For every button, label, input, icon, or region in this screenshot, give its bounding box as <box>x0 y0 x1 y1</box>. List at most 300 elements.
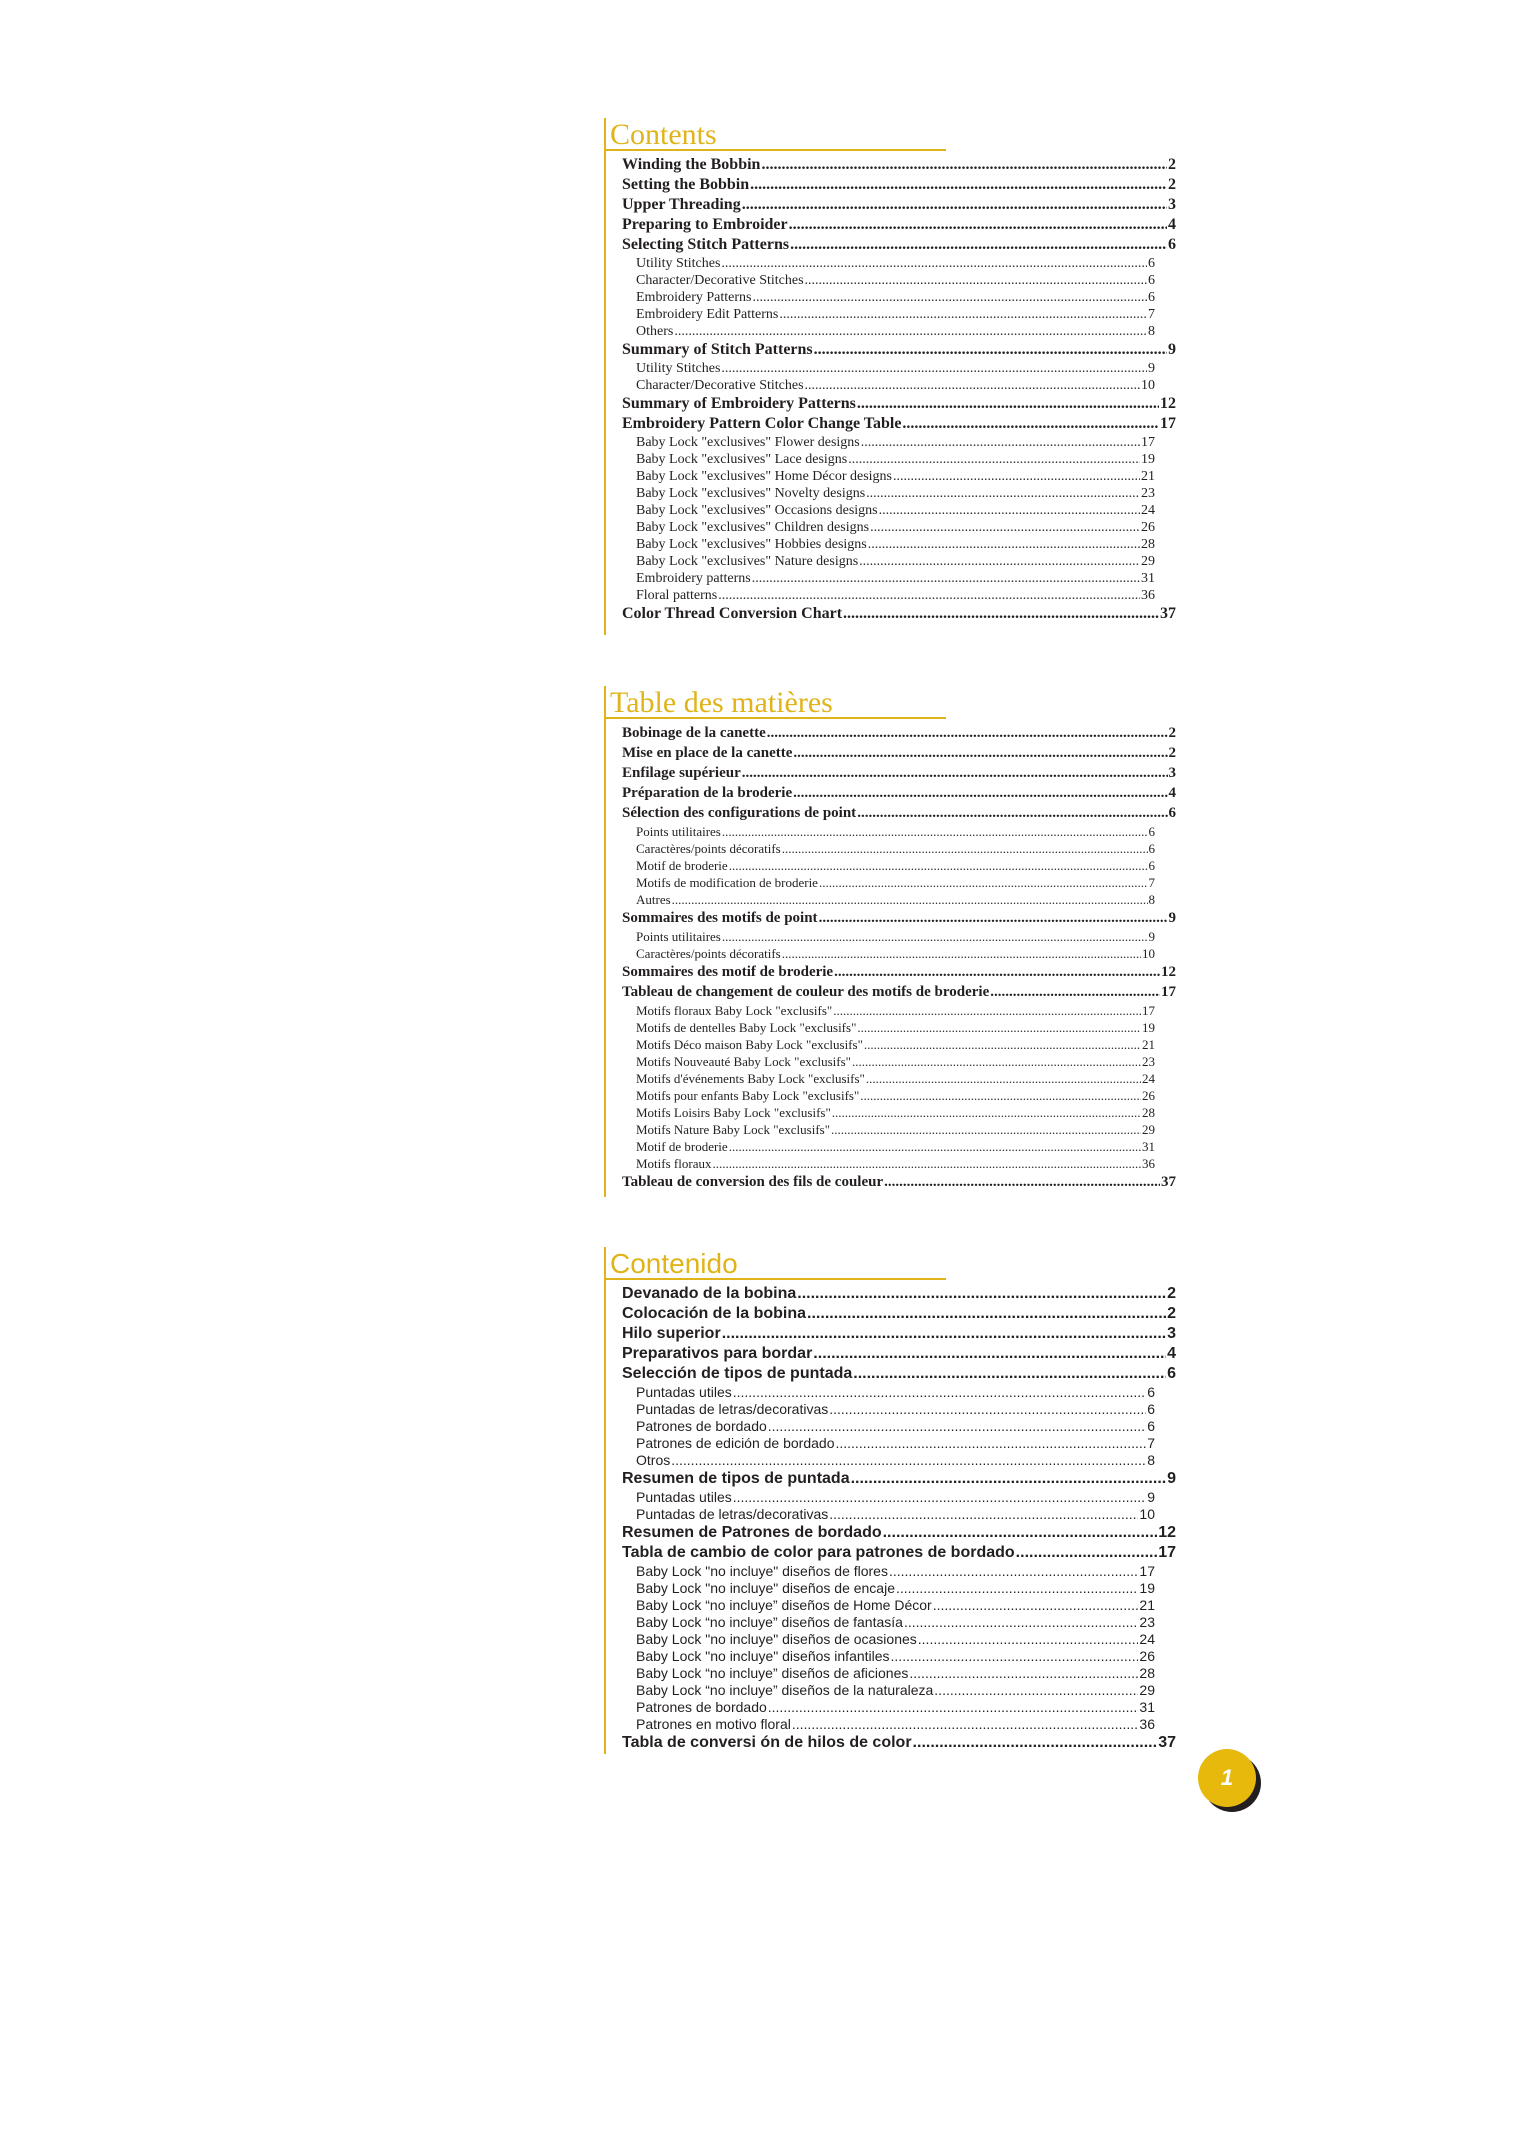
toc-entry <box>622 982 1176 1002</box>
toc-entry-label: Enfilage supérieur <box>622 765 741 781</box>
dot-leader <box>721 255 1147 272</box>
toc-subentry <box>622 1452 1155 1469</box>
toc-entry-label: Baby Lock "no incluye" diseños infantiles <box>636 1648 890 1664</box>
dot-leader <box>789 215 1167 235</box>
toc-subentry <box>622 1155 1155 1172</box>
dot-leader <box>848 451 1140 468</box>
contents-section-en <box>604 118 1176 635</box>
toc-entry-label: Baby Lock "exclusives" Home Décor designs <box>636 469 892 484</box>
dot-leader <box>904 1614 1138 1631</box>
dot-leader <box>829 1401 1146 1418</box>
toc-entry-page: 6 <box>1148 858 1155 873</box>
toc-subentry <box>622 451 1155 468</box>
toc-entry-label: Patrones de edición de bordado <box>636 1435 835 1451</box>
toc-entry <box>622 908 1176 928</box>
toc-entry <box>622 1733 1176 1753</box>
toc-subentry <box>622 1435 1155 1452</box>
toc-list <box>604 151 1176 635</box>
toc-entry-label: Baby Lock “no incluye” diseños de fantasía <box>636 1614 903 1630</box>
dot-leader <box>768 1699 1139 1716</box>
toc-entry-label: Caractères/points décoratifs <box>636 946 781 961</box>
toc-entry-label: Autres <box>636 892 671 907</box>
toc-entry <box>622 803 1176 823</box>
dot-leader <box>866 1070 1141 1087</box>
toc-entry-label: Embroidery Patterns <box>636 290 752 305</box>
toc-subentry <box>622 1418 1155 1435</box>
toc-subentry <box>622 377 1155 394</box>
toc-entry-label: Color Thread Conversion Chart <box>622 605 843 622</box>
toc-entry-page: 8 <box>1148 892 1155 907</box>
toc-subentry <box>622 1019 1155 1036</box>
toc-entry-label: Upper Threading <box>622 196 741 213</box>
toc-entry-label: Otros <box>636 1452 671 1468</box>
toc-entry-label: Embroidery Pattern Color Change Table <box>622 415 902 432</box>
toc-subentry <box>622 1580 1155 1597</box>
toc-entry <box>622 604 1176 624</box>
toc-entry-page: 23 <box>1139 1614 1155 1630</box>
dot-leader <box>671 1452 1146 1469</box>
dot-leader <box>852 1053 1141 1070</box>
toc-entry-page: 2 <box>1167 1305 1176 1322</box>
toc-subentry <box>622 1138 1155 1155</box>
toc-entry-label: Motifs Nouveauté Baby Lock "exclusifs" <box>636 1054 851 1069</box>
toc-subentry <box>622 255 1155 272</box>
toc-entry-label: Selecting Stitch Patterns <box>622 236 790 253</box>
toc-entry <box>622 783 1176 803</box>
toc-entry-page: 36 <box>1139 1716 1155 1732</box>
toc-entry <box>622 235 1176 255</box>
toc-subentry <box>622 1121 1155 1138</box>
toc-entry-page: 8 <box>1147 1452 1155 1468</box>
toc-entry <box>622 1523 1176 1543</box>
toc-entry-label: Motif de broderie <box>636 858 728 873</box>
toc-entry-page: 9 <box>1167 1470 1176 1487</box>
toc-entry-page: 17 <box>1142 1003 1155 1018</box>
toc-entry-page: 26 <box>1142 1088 1155 1103</box>
toc-entry-page: 9 <box>1147 1489 1155 1505</box>
toc-entry-page: 7 <box>1148 307 1155 322</box>
dot-leader <box>752 570 1140 587</box>
toc-entry-label: Tabla de conversi ón de hilos de color <box>622 1734 912 1751</box>
toc-subentry <box>622 1682 1155 1699</box>
toc-entry-page: 31 <box>1141 571 1155 586</box>
dot-leader <box>752 289 1147 306</box>
toc-entry <box>622 195 1176 215</box>
toc-subentry <box>622 1036 1155 1053</box>
toc-entry-page: 3 <box>1168 196 1176 213</box>
dot-leader <box>851 1469 1167 1489</box>
dot-leader <box>864 1036 1141 1053</box>
dot-leader <box>722 823 1148 840</box>
toc-subentry <box>622 1053 1155 1070</box>
toc-entry-page: 28 <box>1142 1105 1155 1120</box>
toc-entry-page: 2 <box>1168 156 1176 173</box>
toc-subentry <box>622 1384 1155 1401</box>
toc-entry-page: 10 <box>1139 1506 1155 1522</box>
toc-entry-page: 9 <box>1148 361 1155 376</box>
dot-leader <box>883 1523 1158 1543</box>
toc-entry-label: Baby Lock "exclusives" Hobbies designs <box>636 537 867 552</box>
toc-entry-label: Puntadas de letras/decorativas <box>636 1506 829 1522</box>
toc-entry-label: Summary of Embroidery Patterns <box>622 395 856 412</box>
toc-entry-page: 24 <box>1139 1631 1155 1647</box>
dot-leader <box>868 536 1140 553</box>
toc-entry-page: 31 <box>1142 1139 1155 1154</box>
toc-entry-label: Motifs Loisirs Baby Lock "exclusifs" <box>636 1105 831 1120</box>
toc-entry <box>622 1172 1176 1192</box>
toc-entry-page: 7 <box>1147 1435 1155 1451</box>
toc-subentry <box>622 857 1155 874</box>
dot-leader <box>742 195 1167 215</box>
toc-entry-page: 12 <box>1161 964 1176 980</box>
toc-entry-label: Hilo superior <box>622 1325 721 1342</box>
toc-entry-page: 4 <box>1168 216 1176 233</box>
toc-subentry <box>622 360 1155 377</box>
toc-entry <box>622 414 1176 434</box>
toc-entry-label: Motifs floraux Baby Lock "exclusifs" <box>636 1003 833 1018</box>
toc-subentry <box>622 1597 1155 1614</box>
dot-leader <box>990 982 1160 1002</box>
toc-subentry <box>622 840 1155 857</box>
page-number-badge: 1 <box>1198 1749 1256 1807</box>
toc-subentry <box>622 1104 1155 1121</box>
dot-leader <box>879 502 1140 519</box>
toc-entry-label: Baby Lock "exclusives" Flower designs <box>636 435 860 450</box>
toc-subentry <box>622 306 1155 323</box>
dot-leader <box>722 1324 1166 1344</box>
toc-subentry <box>622 553 1155 570</box>
dot-leader <box>853 1364 1166 1384</box>
toc-subentry <box>622 945 1155 962</box>
toc-list <box>604 719 1176 1197</box>
toc-entry <box>622 1284 1176 1304</box>
toc-entry <box>622 1344 1176 1364</box>
toc-entry-label: Motifs de modification de broderie <box>636 875 818 890</box>
dot-leader <box>834 962 1160 982</box>
toc-entry-label: Patrones en motivo floral <box>636 1716 791 1732</box>
toc-entry <box>622 962 1176 982</box>
toc-subentry <box>622 1716 1155 1733</box>
dot-leader <box>674 323 1147 340</box>
toc-subentry <box>622 502 1155 519</box>
toc-subentry <box>622 536 1155 553</box>
dot-leader <box>829 1506 1138 1523</box>
toc-entry-label: Motifs pour enfants Baby Lock "exclusifs" <box>636 1088 860 1103</box>
toc-subentry <box>622 874 1155 891</box>
toc-entry-label: Devanado de la bobina <box>622 1285 797 1302</box>
toc-entry-label: Motifs Nature Baby Lock "exclusifs" <box>636 1122 831 1137</box>
toc-entry-page: 4 <box>1168 785 1176 801</box>
toc-entry-label: Utility Stitches <box>636 256 721 271</box>
toc-entry <box>622 743 1176 763</box>
toc-subentry <box>622 1563 1155 1580</box>
dot-leader <box>768 1418 1146 1435</box>
section-heading: Contents <box>604 118 946 151</box>
toc-subentry <box>622 1002 1155 1019</box>
toc-entry-page: 24 <box>1141 503 1155 518</box>
toc-subentry <box>622 1614 1155 1631</box>
toc-entry <box>622 1324 1176 1344</box>
toc-entry-label: Winding the Bobbin <box>622 156 761 173</box>
toc-entry-page: 10 <box>1142 946 1155 961</box>
toc-subentry <box>622 928 1155 945</box>
dot-leader <box>782 840 1148 857</box>
dot-leader <box>857 394 1159 414</box>
toc-entry-page: 6 <box>1148 824 1155 839</box>
dot-leader <box>742 763 1168 783</box>
dot-leader <box>861 434 1140 451</box>
dot-leader <box>750 175 1167 195</box>
toc-entry-page: 37 <box>1158 1734 1176 1751</box>
toc-subentry <box>622 1506 1155 1523</box>
toc-entry <box>622 723 1176 743</box>
toc-entry-page: 3 <box>1168 765 1176 781</box>
toc-entry-page: 9 <box>1168 910 1176 926</box>
toc-entry-page: 19 <box>1142 1020 1155 1035</box>
dot-leader <box>779 306 1147 323</box>
toc-entry-page: 6 <box>1147 1401 1155 1417</box>
dot-leader <box>909 1665 1138 1682</box>
dot-leader <box>733 1384 1146 1401</box>
dot-leader <box>857 1019 1141 1036</box>
dot-leader <box>721 360 1147 377</box>
toc-subentry <box>622 519 1155 536</box>
toc-subentry <box>622 1070 1155 1087</box>
toc-entry <box>622 155 1176 175</box>
toc-entry-page: 6 <box>1168 236 1176 253</box>
toc-subentry <box>622 1087 1155 1104</box>
toc-entry-label: Others <box>636 324 674 339</box>
dot-leader <box>722 928 1148 945</box>
toc-subentry <box>622 1631 1155 1648</box>
toc-subentry <box>622 1648 1155 1665</box>
toc-entry-label: Baby Lock "no incluye" diseños de ocasiones <box>636 1631 917 1647</box>
toc-entry-label: Motifs de dentelles Baby Lock "exclusifs" <box>636 1020 857 1035</box>
dot-leader <box>889 1563 1138 1580</box>
toc-entry-label: Selección de tipos de puntada <box>622 1365 853 1382</box>
dot-leader <box>832 1104 1141 1121</box>
dot-leader <box>729 1138 1141 1155</box>
toc-entry-label: Baby Lock "no incluye" diseños de encaje <box>636 1580 895 1596</box>
toc-entry-label: Summary of Stitch Patterns <box>622 341 813 358</box>
dot-leader <box>833 1002 1141 1019</box>
toc-entry <box>622 1364 1176 1384</box>
toc-entry-page: 37 <box>1160 605 1176 622</box>
toc-list <box>604 1280 1176 1754</box>
toc-entry-page: 3 <box>1167 1325 1176 1342</box>
dot-leader <box>729 857 1148 874</box>
toc-entry-label: Baby Lock "no incluye" diseños de flores <box>636 1563 888 1579</box>
toc-subentry <box>622 434 1155 451</box>
dot-leader <box>733 1489 1146 1506</box>
toc-entry-page: 24 <box>1142 1071 1155 1086</box>
toc-entry-page: 29 <box>1141 554 1155 569</box>
toc-entry-label: Sélection des configurations de point <box>622 805 857 821</box>
toc-entry-page: 6 <box>1147 1418 1155 1434</box>
toc-entry-label: Baby Lock "exclusives" Novelty designs <box>636 486 866 501</box>
toc-entry-label: Motif de broderie <box>636 1139 728 1154</box>
toc-entry-page: 17 <box>1160 415 1176 432</box>
toc-entry-label: Baby Lock "exclusives" Lace designs <box>636 452 848 467</box>
toc-entry <box>622 1469 1176 1489</box>
toc-entry-page: 21 <box>1139 1597 1155 1613</box>
toc-entry-page: 36 <box>1141 588 1155 603</box>
toc-entry-label: Baby Lock "exclusives" Occasions designs <box>636 503 878 518</box>
dot-leader <box>884 1172 1160 1192</box>
toc-entry-page: 6 <box>1147 1384 1155 1400</box>
toc-subentry <box>622 823 1155 840</box>
dot-leader <box>835 1435 1146 1452</box>
toc-entry-label: Patrones de bordado <box>636 1699 767 1715</box>
toc-entry-label: Baby Lock “no incluye” diseños de aficiones <box>636 1665 909 1681</box>
toc-entry-label: Tableau de conversion des fils de couleur <box>622 1174 884 1190</box>
contents-section-fr <box>604 686 1176 1197</box>
toc-entry-label: Resumen de tipos de puntada <box>622 1470 850 1487</box>
toc-entry-page: 19 <box>1141 452 1155 467</box>
toc-entry-page: 31 <box>1139 1699 1155 1715</box>
toc-entry-page: 26 <box>1141 520 1155 535</box>
toc-entry-page: 6 <box>1148 256 1155 271</box>
toc-subentry <box>622 468 1155 485</box>
toc-entry-label: Patrones de bordado <box>636 1418 767 1434</box>
toc-entry-page: 26 <box>1139 1648 1155 1664</box>
dot-leader <box>792 1716 1139 1733</box>
toc-entry-page: 29 <box>1139 1682 1155 1698</box>
dot-leader <box>813 1344 1166 1364</box>
dot-leader <box>913 1733 1158 1753</box>
dot-leader <box>814 340 1167 360</box>
toc-entry <box>622 394 1176 414</box>
toc-entry-label: Preparing to Embroider <box>622 216 788 233</box>
toc-entry-page: 37 <box>1161 1174 1176 1190</box>
toc-entry-label: Tableau de changement de couleur des motifs de broderie <box>622 984 990 1000</box>
toc-entry-label: Points utilitaires <box>636 929 721 944</box>
dot-leader <box>718 587 1140 604</box>
dot-leader <box>831 1121 1141 1138</box>
dot-leader <box>934 1682 1138 1699</box>
toc-entry-label: Points utilitaires <box>636 824 721 839</box>
section-heading: Table des matières <box>604 686 946 719</box>
toc-entry-page: 36 <box>1142 1156 1155 1171</box>
toc-entry-label: Caractères/points décoratifs <box>636 841 781 856</box>
toc-entry-label: Puntadas de letras/decorativas <box>636 1401 829 1417</box>
toc-entry-page: 23 <box>1141 486 1155 501</box>
contents-section-es <box>604 1247 1176 1754</box>
toc-entry-label: Colocación de la bobina <box>622 1305 807 1322</box>
toc-entry-label: Préparation de la broderie <box>622 785 793 801</box>
dot-leader <box>891 1648 1139 1665</box>
toc-entry-page: 2 <box>1168 176 1176 193</box>
dot-leader <box>918 1631 1139 1648</box>
toc-entry-label: Bobinage de la canette <box>622 725 766 741</box>
dot-leader <box>807 1304 1166 1324</box>
toc-entry-page: 23 <box>1142 1054 1155 1069</box>
toc-entry-label: Resumen de Patrones de bordado <box>622 1524 882 1541</box>
toc-entry-label: Mise en place de la canette <box>622 745 793 761</box>
dot-leader <box>866 485 1140 502</box>
toc-entry-page: 4 <box>1167 1345 1176 1362</box>
toc-entry-label: Floral patterns <box>636 588 718 603</box>
toc-entry-label: Character/Decorative Stitches <box>636 273 804 288</box>
toc-entry-page: 8 <box>1148 324 1155 339</box>
toc-entry-page: 17 <box>1158 1544 1176 1561</box>
dot-leader <box>761 155 1167 175</box>
toc-subentry <box>622 1401 1155 1418</box>
toc-entry-label: Preparativos para bordar <box>622 1345 813 1362</box>
toc-entry-page: 28 <box>1141 537 1155 552</box>
toc-entry-page: 10 <box>1141 378 1155 393</box>
toc-entry-page: 21 <box>1141 469 1155 484</box>
toc-entry-label: Sommaires des motifs de point <box>622 910 818 926</box>
toc-entry-label: Character/Decorative Stitches <box>636 378 804 393</box>
toc-entry-page: 6 <box>1148 273 1155 288</box>
toc-entry <box>622 1543 1176 1563</box>
toc-entry-page: 2 <box>1168 745 1176 761</box>
dot-leader <box>859 553 1140 570</box>
toc-entry-label: Puntadas utiles <box>636 1384 732 1400</box>
toc-entry-page: 17 <box>1139 1563 1155 1579</box>
toc-subentry <box>622 1699 1155 1716</box>
toc-entry-page: 6 <box>1167 1365 1176 1382</box>
toc-entry-page: 6 <box>1148 290 1155 305</box>
toc-entry-page: 9 <box>1168 341 1176 358</box>
dot-leader <box>902 414 1159 434</box>
dot-leader <box>790 235 1167 255</box>
dot-leader <box>793 743 1167 763</box>
toc-entry-label: Tabla de cambio de color para patrones de bordado <box>622 1544 1015 1561</box>
toc-subentry <box>622 323 1155 340</box>
toc-entry-label: Setting the Bobbin <box>622 176 750 193</box>
dot-leader <box>843 604 1159 624</box>
toc-subentry <box>622 587 1155 604</box>
toc-subentry <box>622 891 1155 908</box>
dot-leader <box>782 945 1141 962</box>
toc-entry <box>622 340 1176 360</box>
toc-entry-page: 7 <box>1148 875 1155 890</box>
dot-leader <box>805 377 1140 394</box>
dot-leader <box>793 783 1167 803</box>
dot-leader <box>857 803 1167 823</box>
toc-entry <box>622 215 1176 235</box>
section-heading: Contenido <box>604 1247 946 1280</box>
dot-leader <box>893 468 1140 485</box>
toc-subentry <box>622 570 1155 587</box>
toc-subentry <box>622 289 1155 306</box>
toc-entry-label: Motifs floraux <box>636 1156 712 1171</box>
dot-leader <box>767 723 1168 743</box>
toc-entry-label: Embroidery patterns <box>636 571 751 586</box>
toc-entry-label: Puntadas utiles <box>636 1489 732 1505</box>
dot-leader <box>797 1284 1166 1304</box>
toc-entry <box>622 175 1176 195</box>
toc-entry-page: 21 <box>1142 1037 1155 1052</box>
toc-entry-page: 2 <box>1167 1285 1176 1302</box>
toc-subentry <box>622 485 1155 502</box>
dot-leader <box>860 1087 1141 1104</box>
toc-entry-page: 9 <box>1148 929 1155 944</box>
toc-entry-label: Embroidery Edit Patterns <box>636 307 779 322</box>
dot-leader <box>933 1597 1139 1614</box>
toc-subentry <box>622 1665 1155 1682</box>
toc-entry-label: Baby Lock "exclusives" Children designs <box>636 520 870 535</box>
toc-entry-label: Baby Lock “no incluye” diseños de Home Décor <box>636 1597 932 1613</box>
toc-entry <box>622 1304 1176 1324</box>
dot-leader <box>1016 1543 1158 1563</box>
dot-leader <box>896 1580 1138 1597</box>
toc-entry-page: 6 <box>1148 841 1155 856</box>
toc-entry-page: 28 <box>1139 1665 1155 1681</box>
toc-entry-label: Utility Stitches <box>636 361 721 376</box>
